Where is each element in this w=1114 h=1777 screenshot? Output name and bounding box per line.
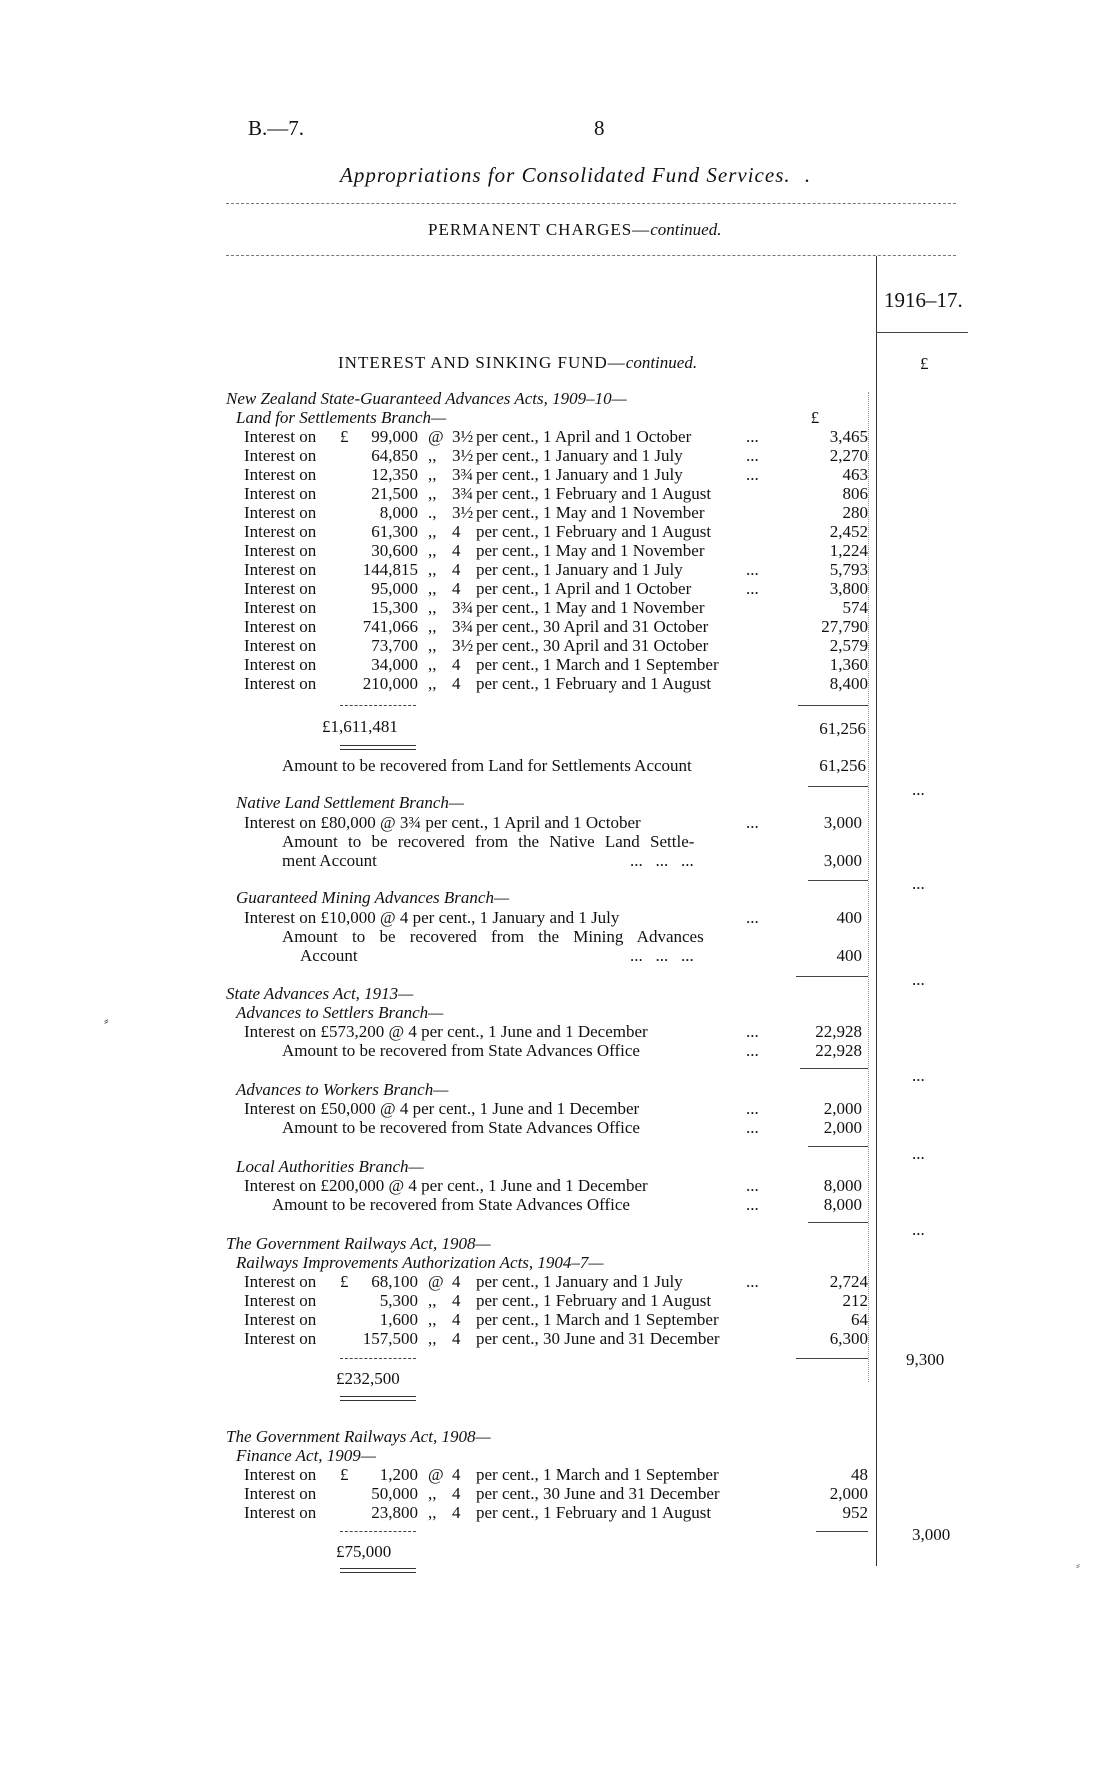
row-label: Interest on [244, 674, 317, 693]
subtitle-rule [226, 255, 956, 256]
workers-branch-heading: Advances to Workers Branch— [236, 1080, 449, 1099]
row-label: Interest on [244, 617, 317, 636]
lsb-branch-heading: Land for Settlements Branch— [236, 408, 447, 427]
lsb-act-heading: New Zealand State-Guaranteed Advances Acts, 1909–10— [226, 389, 627, 408]
row-amount: 27,790 [821, 617, 868, 636]
row-connector: ,, [428, 1484, 437, 1503]
settlers-interest-amount: 22,928 [815, 1022, 862, 1041]
page-number: 8 [594, 116, 605, 140]
row-rate: 4 [452, 1329, 461, 1348]
margin-mark-right: ⸗ [1076, 1558, 1080, 1572]
mining-branch-heading: Guaranteed Mining Advances Branch— [236, 888, 510, 907]
workers-interest-text: Interest on £50,000 @ 4 per cent., 1 June and 1 December [244, 1099, 640, 1118]
lsb-net: ... [912, 780, 925, 799]
row-principal: 741,066 [362, 617, 418, 636]
lsb-row [0, 522, 1114, 541]
rail1-row [0, 1291, 1114, 1310]
row-principal: 30,600 [371, 541, 418, 560]
row-amount: 2,000 [829, 1484, 868, 1503]
row-label: Interest on [244, 1272, 317, 1291]
row-terms: per cent., 1 April and 1 October [476, 579, 692, 598]
row-connector: @ [428, 1272, 444, 1291]
lsb-currency-label: £ [810, 408, 820, 427]
row-terms: per cent., 1 February and 1 August [476, 484, 712, 503]
row-terms: per cent., 1 January and 1 July [476, 446, 683, 465]
row-rate: 4 [452, 674, 461, 693]
row-rate: 4 [452, 1465, 461, 1484]
native-net-rule [808, 880, 868, 881]
section-heading [338, 353, 697, 373]
row-rate: 4 [452, 541, 461, 560]
row-label: Interest on [244, 1484, 317, 1503]
row-connector: ,, [428, 617, 437, 636]
row-terms: per cent., 30 June and 31 December [476, 1329, 720, 1348]
rail2-sub-heading: Finance Act, 1909— [236, 1446, 376, 1465]
row-connector: ,, [428, 1329, 437, 1348]
lsb-row [0, 674, 1114, 693]
page-title-text: Appropriations for Consolidated Fund Services. [340, 163, 791, 187]
settlers-act-heading: State Advances Act, 1913— [226, 984, 414, 1003]
row-connector: ,, [428, 579, 437, 598]
rail2-row [0, 1503, 1114, 1522]
rail1-sub-heading: Railways Improvements Authorization Acts, 1904–7— [236, 1253, 604, 1272]
row-principal: 23,800 [371, 1503, 418, 1522]
lsb-row [0, 465, 1114, 484]
row-principal: 61,300 [371, 522, 418, 541]
lsb-amount-rule [798, 705, 868, 706]
row-connector: ,, [428, 446, 437, 465]
rail1-act-heading: The Government Railways Act, 1908— [226, 1234, 491, 1253]
local-interest-dots: ... [746, 1176, 759, 1195]
rail1-principal-double-rule [340, 1396, 416, 1401]
mining-recover-line1: Amount to be recovered from the Mining Advances [282, 927, 704, 946]
row-rate: 4 [452, 1503, 461, 1522]
row-dots: ... [746, 446, 759, 465]
row-connector: ., [428, 503, 437, 522]
row-terms: per cent., 1 February and 1 August [476, 1503, 712, 1522]
row-label: Interest on [244, 1465, 317, 1484]
row-principal: 1,600 [379, 1310, 418, 1329]
lsb-row [0, 598, 1114, 617]
native-interest-text: Interest on £80,000 @ 3¾ per cent., 1 April and 1 October [244, 813, 641, 832]
row-amount: 574 [842, 598, 868, 617]
year-currency: £ [920, 354, 929, 373]
settlers-recover-text: Amount to be recovered from State Advances Office [282, 1041, 640, 1060]
rail1-principal-total: £232,500 [336, 1369, 400, 1388]
lsb-row [0, 636, 1114, 655]
row-principal: 12,350 [371, 465, 418, 484]
rail1-row [0, 1329, 1114, 1348]
row-terms: per cent., 1 May and 1 November [476, 503, 705, 522]
section-heading-main: INTEREST AND SINKING FUND— [338, 353, 626, 372]
row-amount: 2,270 [829, 446, 868, 465]
row-label: Interest on [244, 655, 317, 674]
mining-recover-dots: ... ... ... [630, 946, 694, 965]
row-connector: ,, [428, 598, 437, 617]
row-amount: 2,724 [829, 1272, 868, 1291]
mining-recover-line2: Account [300, 946, 358, 965]
row-terms: per cent., 1 May and 1 November [476, 598, 705, 617]
workers-net: ... [912, 1144, 925, 1163]
row-connector: ,, [428, 655, 437, 674]
row-label: Interest on [244, 1310, 317, 1329]
row-principal: 64,850 [371, 446, 418, 465]
row-amount: 1,360 [829, 655, 868, 674]
mining-interest-dots: ... [746, 908, 759, 927]
row-dots: ... [746, 560, 759, 579]
row-rate: 4 [452, 1484, 461, 1503]
row-amount: 6,300 [829, 1329, 868, 1348]
row-principal: 8,000 [379, 503, 418, 522]
subtitle-continued: continued. [650, 220, 722, 239]
rail2-row [0, 1484, 1114, 1503]
local-recover-dots: ... [746, 1195, 759, 1214]
row-currency: £ [340, 427, 349, 446]
row-principal: 5,300 [379, 1291, 418, 1310]
row-principal: 50,000 [371, 1484, 418, 1503]
local-net: ... [912, 1220, 925, 1239]
rail1-amount-rule [796, 1358, 868, 1359]
row-terms: per cent., 1 May and 1 November [476, 541, 705, 560]
local-recover-text: Amount to be recovered from State Advances Office [272, 1195, 630, 1214]
row-rate: 3½ [452, 446, 474, 465]
page-title [340, 163, 811, 188]
row-amount: 8,400 [829, 674, 868, 693]
lsb-row [0, 484, 1114, 503]
row-label: Interest on [244, 465, 317, 484]
settlers-net: ... [912, 1066, 925, 1085]
local-interest-amount: 8,000 [823, 1176, 862, 1195]
row-amount: 3,800 [829, 579, 868, 598]
row-amount: 1,224 [829, 541, 868, 560]
rail2-net: 3,000 [912, 1525, 951, 1544]
row-principal: 144,815 [362, 560, 418, 579]
workers-recover-dots: ... [746, 1118, 759, 1137]
row-principal: 157,500 [362, 1329, 418, 1348]
row-amount: 48 [851, 1465, 868, 1484]
row-connector: ,, [428, 560, 437, 579]
title-rule [226, 203, 956, 204]
lsb-row [0, 560, 1114, 579]
row-terms: per cent., 1 February and 1 August [476, 522, 712, 541]
row-connector: ,, [428, 636, 437, 655]
rail1-row [0, 1272, 1114, 1291]
row-amount: 463 [842, 465, 868, 484]
rail2-act-heading: The Government Railways Act, 1908— [226, 1427, 491, 1446]
row-rate: 4 [452, 1310, 461, 1329]
row-amount: 806 [842, 484, 868, 503]
row-label: Interest on [244, 541, 317, 560]
lsb-row [0, 541, 1114, 560]
local-net-rule [808, 1222, 868, 1223]
row-terms: per cent., 1 March and 1 September [476, 1310, 719, 1329]
row-connector: @ [428, 427, 444, 446]
year-heading-rule [876, 332, 968, 333]
row-rate: 3¾ [452, 617, 474, 636]
rail2-principal-double-rule [340, 1568, 416, 1573]
local-branch-heading: Local Authorities Branch— [236, 1157, 424, 1176]
row-principal: 99,000 [371, 427, 418, 446]
row-label: Interest on [244, 579, 317, 598]
row-label: Interest on [244, 1291, 317, 1310]
row-dots: ... [746, 465, 759, 484]
rail1-row [0, 1310, 1114, 1329]
lsb-row [0, 446, 1114, 465]
row-rate: 3¾ [452, 465, 474, 484]
lsb-amount-total: 61,256 [819, 719, 866, 738]
native-recover-line2: ment Account [282, 851, 377, 870]
row-rate: 4 [452, 1272, 461, 1291]
row-amount: 5,793 [829, 560, 868, 579]
row-terms: per cent., 30 April and 31 October [476, 617, 709, 636]
row-currency: £ [340, 1465, 349, 1484]
lsb-principal-double-rule [340, 745, 416, 750]
lsb-principal-total: £1,611,481 [322, 717, 398, 736]
native-interest-amount: 3,000 [823, 813, 862, 832]
rail2-principal-total: £75,000 [336, 1542, 392, 1561]
row-label: Interest on [244, 636, 317, 655]
native-branch-heading: Native Land Settlement Branch— [236, 793, 465, 812]
row-label: Interest on [244, 1329, 317, 1348]
row-label: Interest on [244, 560, 317, 579]
row-terms: per cent., 1 January and 1 July [476, 1272, 683, 1291]
row-principal: 34,000 [371, 655, 418, 674]
lsb-recovered-text: Amount to be recovered from Land for Settlements Account [282, 756, 692, 775]
subtitle-main: PERMANENT CHARGES— [428, 220, 651, 239]
row-principal: 210,000 [362, 674, 418, 693]
row-principal: 95,000 [371, 579, 418, 598]
row-amount: 2,452 [829, 522, 868, 541]
row-dots: ... [746, 579, 759, 598]
row-amount: 212 [842, 1291, 868, 1310]
row-label: Interest on [244, 484, 317, 503]
lsb-row [0, 617, 1114, 636]
lsb-net-rule [808, 786, 868, 787]
row-terms: per cent., 1 January and 1 July [476, 560, 683, 579]
workers-net-rule [808, 1146, 868, 1147]
row-terms: per cent., 30 June and 31 December [476, 1484, 720, 1503]
lsb-row [0, 579, 1114, 598]
rail1-net: 9,300 [906, 1350, 945, 1369]
row-dots: ... [746, 427, 759, 446]
mining-recover-amount: 400 [836, 946, 862, 965]
settlers-recover-dots: ... [746, 1041, 759, 1060]
row-label: Interest on [244, 446, 317, 465]
row-terms: per cent., 1 March and 1 September [476, 1465, 719, 1484]
row-rate: 3¾ [452, 598, 474, 617]
workers-recover-text: Amount to be recovered from State Advances Office [282, 1118, 640, 1137]
row-connector: ,, [428, 1291, 437, 1310]
local-interest-text: Interest on £200,000 @ 4 per cent., 1 June and 1 December [244, 1176, 648, 1195]
workers-interest-dots: ... [746, 1099, 759, 1118]
lsb-principal-rule [340, 705, 416, 706]
row-principal: 15,300 [371, 598, 418, 617]
native-net: ... [912, 874, 925, 893]
row-terms: per cent., 30 April and 31 October [476, 636, 709, 655]
row-terms: per cent., 1 March and 1 September [476, 655, 719, 674]
section-heading-continued: continued. [625, 353, 698, 372]
row-terms: per cent., 1 April and 1 October [476, 427, 692, 446]
rail2-row [0, 1465, 1114, 1484]
row-label: Interest on [244, 522, 317, 541]
row-terms: per cent., 1 February and 1 August [476, 1291, 712, 1310]
row-amount: 64 [851, 1310, 868, 1329]
settlers-interest-text: Interest on £573,200 @ 4 per cent., 1 June and 1 December [244, 1022, 648, 1041]
native-recover-amount: 3,000 [823, 851, 862, 870]
row-dots: ... [746, 1272, 759, 1291]
lsb-recovered-amount: 61,256 [819, 756, 866, 775]
mining-net: ... [912, 970, 925, 989]
row-label: Interest on [244, 427, 317, 446]
section-subtitle [428, 220, 721, 240]
rail2-amount-rule [816, 1531, 868, 1532]
row-amount: 280 [842, 503, 868, 522]
row-connector: ,, [428, 1310, 437, 1329]
mining-interest-text: Interest on £10,000 @ 4 per cent., 1 January and 1 July [244, 908, 620, 927]
settlers-recover-amount: 22,928 [815, 1041, 862, 1060]
row-terms: per cent., 1 January and 1 July [476, 465, 683, 484]
native-recover-line1: Amount to be recovered from the Native Land Settle- [282, 832, 695, 851]
row-connector: ,, [428, 484, 437, 503]
row-connector: ,, [428, 522, 437, 541]
workers-interest-amount: 2,000 [823, 1099, 862, 1118]
settlers-branch-heading: Advances to Settlers Branch— [236, 1003, 444, 1022]
row-connector: ,, [428, 674, 437, 693]
native-interest-dots: ... [746, 813, 759, 832]
lsb-row [0, 655, 1114, 674]
settlers-interest-dots: ... [746, 1022, 759, 1041]
row-rate: 4 [452, 655, 461, 674]
settlers-net-rule [800, 1068, 868, 1069]
row-rate: 3½ [452, 503, 474, 522]
rail2-principal-rule [340, 1531, 416, 1532]
row-currency: £ [340, 1272, 349, 1291]
row-connector: ,, [428, 465, 437, 484]
row-principal: 21,500 [371, 484, 418, 503]
row-label: Interest on [244, 1503, 317, 1522]
lsb-row [0, 427, 1114, 446]
row-label: Interest on [244, 503, 317, 522]
row-amount: 2,579 [829, 636, 868, 655]
row-terms: per cent., 1 February and 1 August [476, 674, 712, 693]
row-rate: 3½ [452, 636, 474, 655]
local-recover-amount: 8,000 [823, 1195, 862, 1214]
row-rate: 4 [452, 1291, 461, 1310]
row-connector: ,, [428, 1503, 437, 1522]
row-rate: 3½ [452, 427, 474, 446]
margin-mark-left: ⸗ [104, 1014, 109, 1029]
row-principal: 73,700 [371, 636, 418, 655]
row-principal: 68,100 [371, 1272, 418, 1291]
mining-interest-amount: 400 [836, 908, 862, 927]
lsb-row [0, 503, 1114, 522]
row-rate: 4 [452, 579, 461, 598]
row-amount: 3,465 [829, 427, 868, 446]
row-rate: 4 [452, 522, 461, 541]
row-amount: 952 [842, 1503, 868, 1522]
mining-net-rule [796, 976, 868, 977]
row-connector: ,, [428, 541, 437, 560]
row-rate: 4 [452, 560, 461, 579]
native-recover-dots: ... ... ... [630, 851, 694, 870]
row-label: Interest on [244, 598, 317, 617]
row-principal: 1,200 [379, 1465, 418, 1484]
page-title-trail: . [804, 163, 812, 187]
workers-recover-amount: 2,000 [823, 1118, 862, 1137]
rail1-principal-rule [340, 1358, 416, 1359]
row-connector: @ [428, 1465, 444, 1484]
page-reference: B.—7. [248, 116, 305, 140]
year-heading: 1916–17. [884, 288, 963, 312]
row-rate: 3¾ [452, 484, 474, 503]
